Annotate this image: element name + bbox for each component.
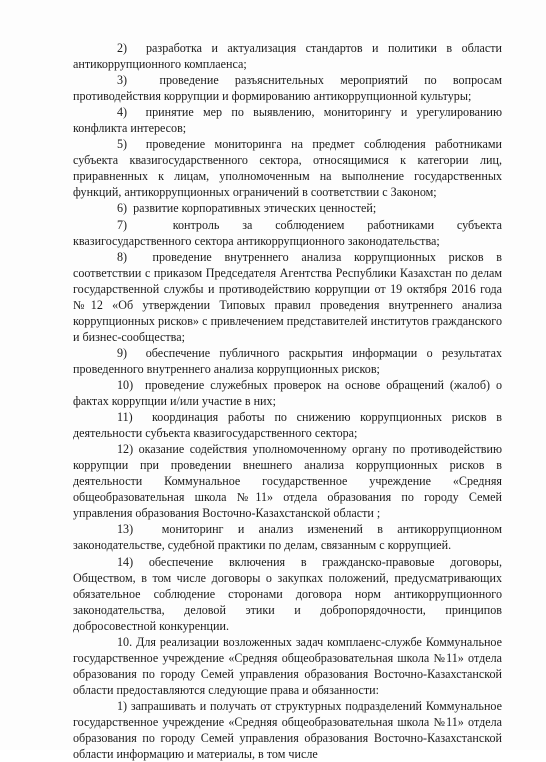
paragraph-item-11: 11) координация работы по снижению коррупционных рисков в деятельности субъекта квазигосударственного сектора; (73, 410, 502, 441)
paragraph-item-9: 9) обеспечение публичного раскрытия информации о результатах проведенного внутреннего анализа коррупционных рисков; (73, 345, 502, 376)
paragraph-item-14: 14) обеспечение включения в гражданско-правовые договоры, Обществом, в том числе договоры о закупках положений, предусматривающих обязательное соблюдение сторонами договора норм антикоррупционного законодательства, деловой этики и добропорядочности, принципов добросовестной конкуренции. (73, 554, 502, 633)
paragraph-item-13: 13) мониторинг и анализ изменений в антикоррупционном законодательстве, судебной практики по делам, связанным с коррупцией. (73, 522, 502, 553)
paragraph-item-5: 5) проведение мониторинга на предмет соблюдения работниками субъекта квазигосударственного сектора, относящимися к категории лиц, приравненных к лицам, уполномоченным на выполнение государственных функций, антикоррупционных ограничений в соответствии с Законом; (73, 137, 502, 200)
paragraph-item-4: 4) принятие мер по выявлению, мониторингу и урегулированию конфликта интересов; (73, 105, 502, 136)
paragraph-item-12: 12) оказание содействия уполномоченному органу по противодействию коррупции при проведении внешнего анализа коррупционных рисков в деятельности Коммунальное государственное учреждение «Средняя общеобразовательная школа №11» отдела образования по городу Семей управления образования Восточно-Казахстанской области ; (73, 442, 502, 521)
section-10-item-1: 1) запрашивать и получать от структурных подразделений Коммунальное государственное учреждение «Средняя общеобразовательная школа №11» отдела образования по городу Семей управления образования Восточно-Казахстанской области информацию и материалы, в том числе (73, 698, 502, 762)
paragraph-item-2: 2) разработка и актуализация стандартов и политики в области антикоррупционного комплаенса; (73, 41, 502, 72)
paragraph-item-10: 10) проведение служебных проверок на основе обращений (жалоб) о фактах коррупции и/или участие в них; (73, 377, 502, 409)
paragraph-item-6: 6) развитие корпоративных этических ценностей; (117, 201, 377, 216)
paragraph-item-3: 3) проведение разъяснительных мероприятий по вопросам противодействия коррупции и формированию антикоррупционной культуры; (73, 73, 502, 104)
paragraph-item-8: 8) проведение внутреннего анализа коррупционных рисков в соответствии с приказом Председателя Агентства Республики Казахстан по делам государственной службы и противодействию коррупции от 19 октября 2016 года №12 «Об утверждении Типовых правил проведения внутреннего анализа коррупционных рисков» с привлечением представителей институтов гражданского и бизнес-сообщества; (73, 249, 502, 344)
paragraph-item-7: 7) контроль за соблюдением работниками субъекта квазигосударственного сектора антикоррупционного законодательства; (73, 217, 502, 248)
section-10-paragraph: 10. Для реализации возложенных задач комплаенс-службе Коммунальное государственное учреждение «Средняя общеобразовательная школа №11» отдела образования по городу Семей управления образования Восточно-Казахстанской области предоставляются следующие права и обязанности: (73, 634, 502, 697)
